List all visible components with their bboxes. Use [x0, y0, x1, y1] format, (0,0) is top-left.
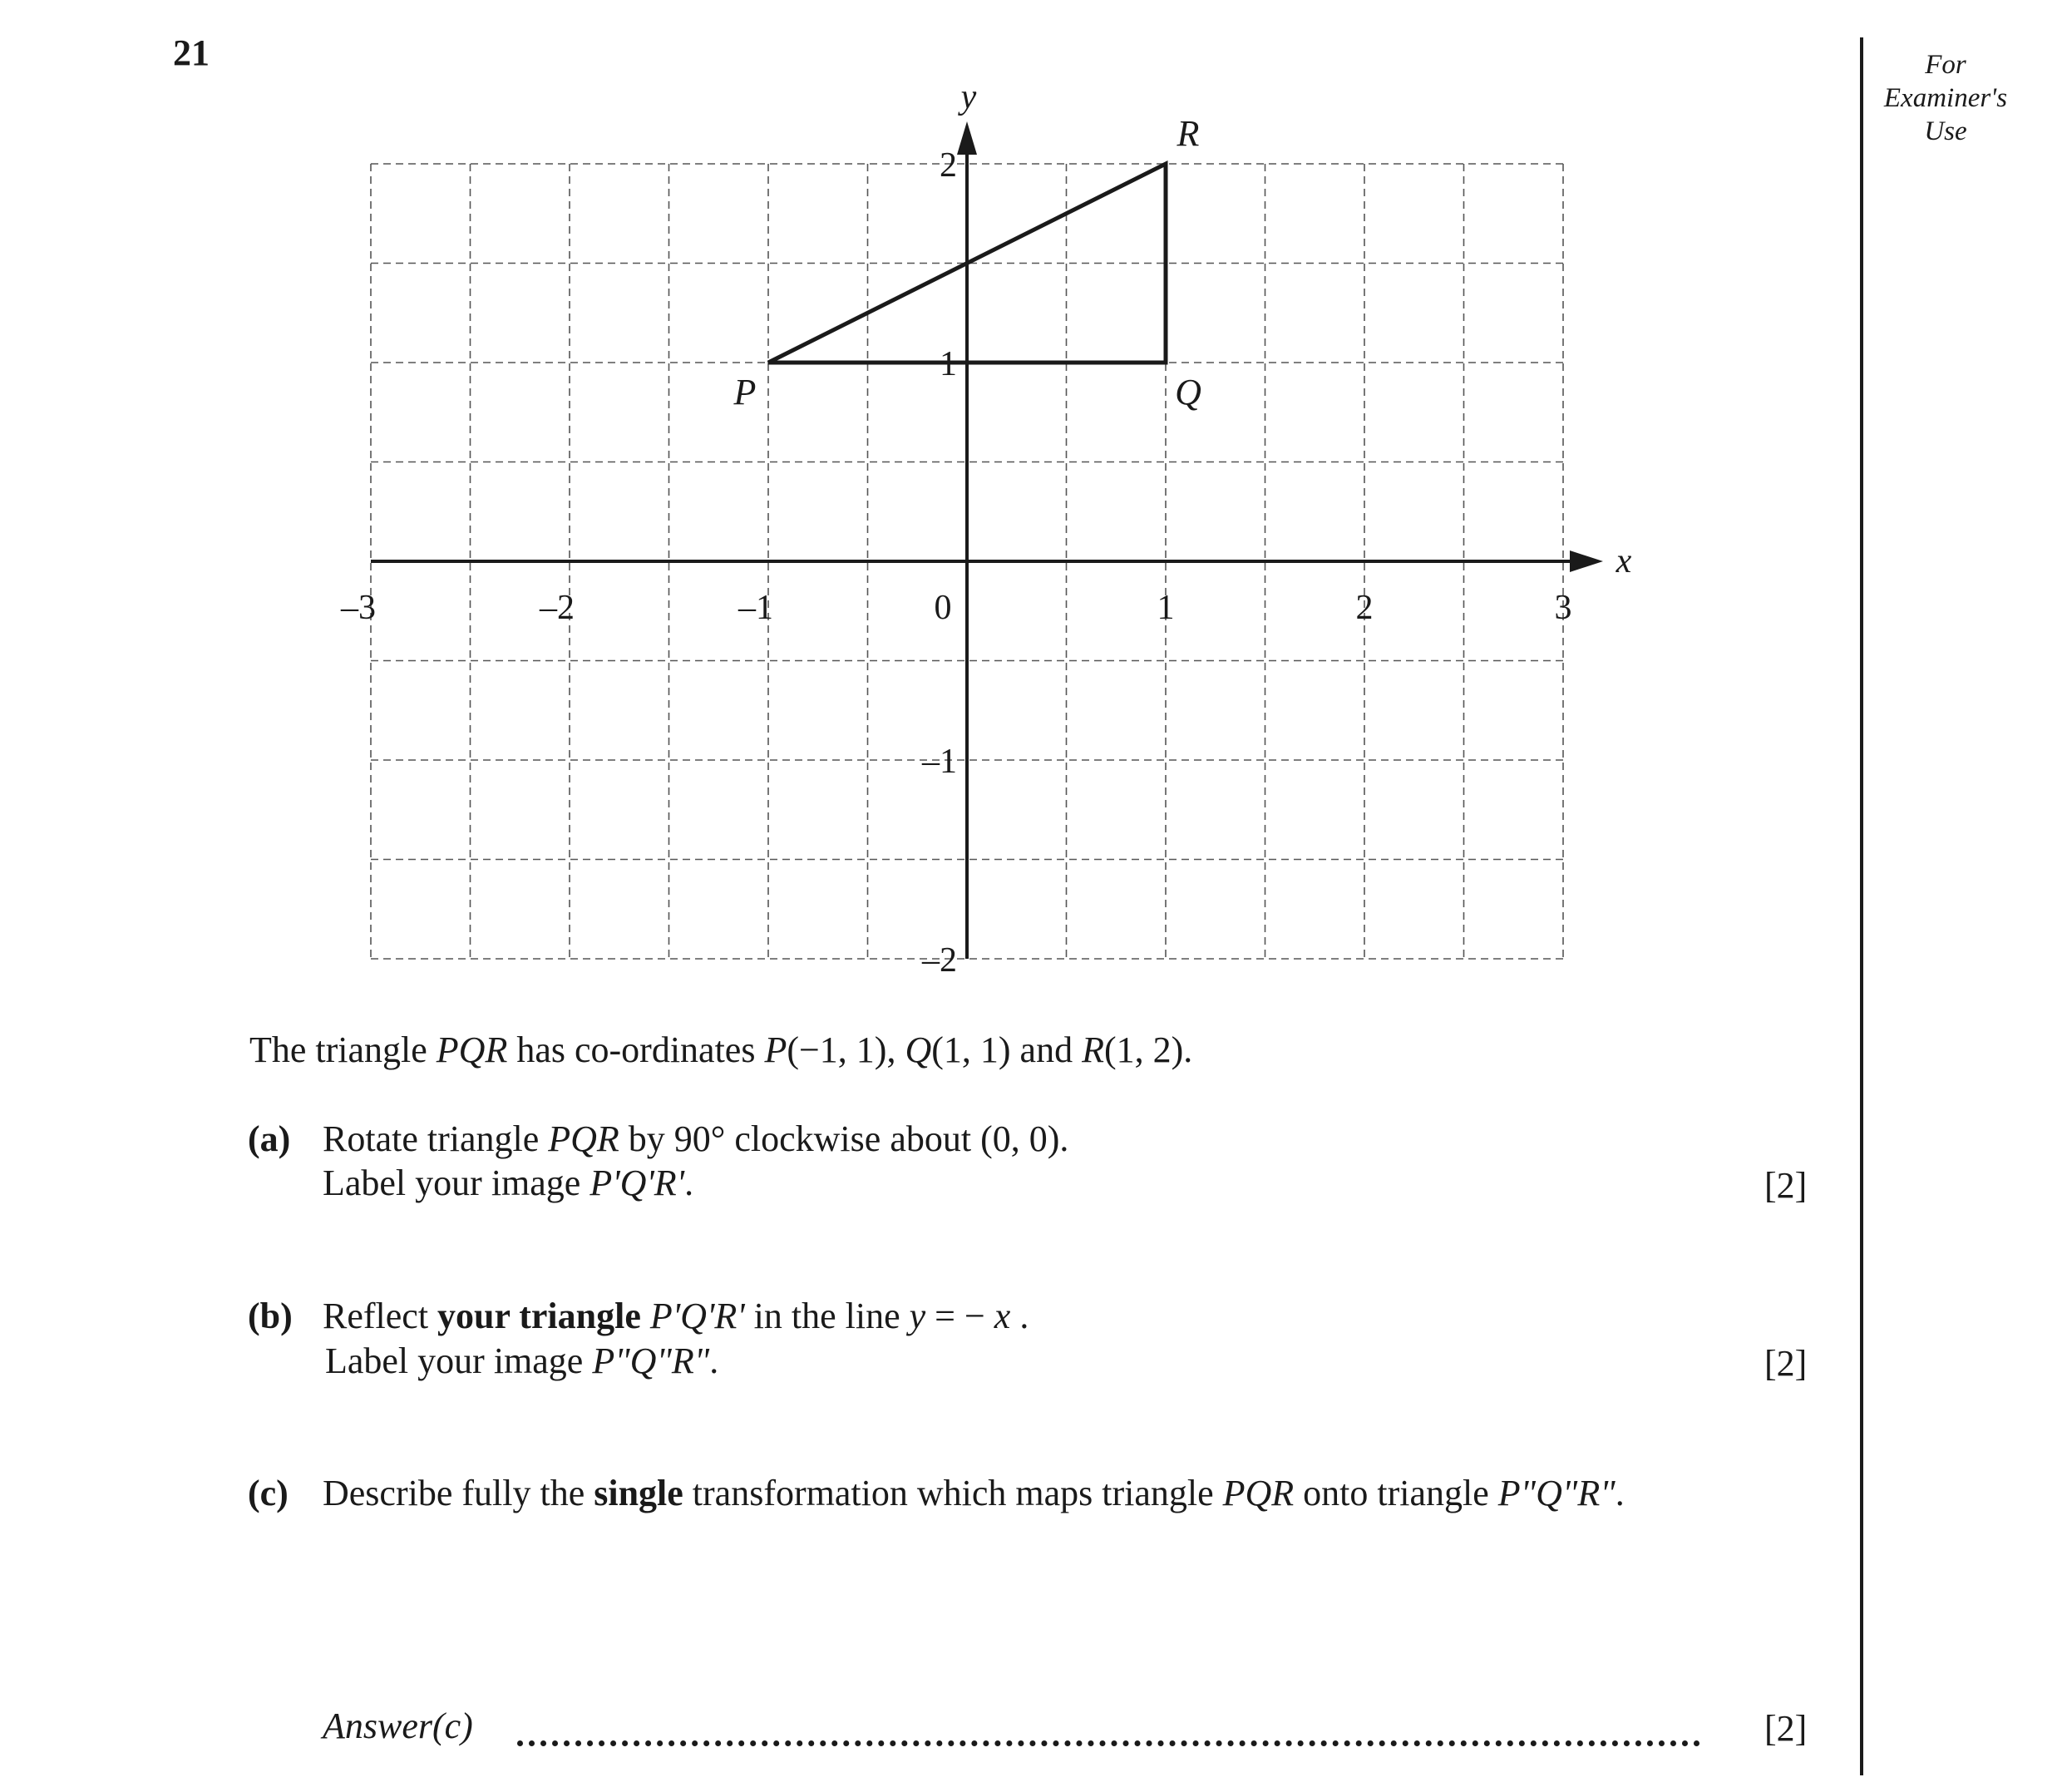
- part-a-line1: (a) Rotate triangle PQR by 90° clockwise about (0, 0).: [248, 1118, 1069, 1159]
- axes: [371, 121, 1603, 959]
- y-tick-label: –2: [922, 941, 957, 980]
- part-c-line1: (c) Describe fully the single transformation which maps triangle PQR onto triangle P"Q"R".: [248, 1473, 1625, 1513]
- question-number: 21: [173, 32, 210, 73]
- part-b-marks: [2]: [1764, 1343, 1808, 1384]
- x-tick-label: 2: [1355, 589, 1374, 627]
- vertex-label-r: R: [1177, 113, 1200, 154]
- part-a-line2: Label your image P'Q'R'.: [323, 1163, 694, 1203]
- answer-c-line[interactable]: [517, 1740, 1700, 1746]
- part-b-line2: Label your image P"Q"R".: [325, 1340, 719, 1381]
- x-tick-label: 1: [1157, 589, 1175, 627]
- part-a-label: (a): [248, 1118, 291, 1159]
- x-tick-label: –1: [738, 589, 773, 627]
- examiner-note-line: Use: [1924, 116, 1967, 146]
- examiner-note-line: Examiner's: [1883, 83, 2008, 113]
- x-tick-label: 0: [934, 589, 952, 627]
- part-a-marks: [2]: [1764, 1165, 1808, 1206]
- y-axis-arrow: [957, 121, 977, 155]
- y-tick-label: 1: [940, 345, 957, 383]
- answer-c-label: Answer(c): [323, 1706, 473, 1746]
- vertex-label-q: Q: [1175, 372, 1201, 412]
- y-axis-label: y: [960, 78, 977, 116]
- x-tick-label: –3: [341, 589, 376, 627]
- part-c-label: (c): [248, 1473, 289, 1513]
- x-tick-label: –2: [540, 589, 575, 627]
- x-axis-arrow: [1570, 550, 1603, 572]
- part-c-marks: [2]: [1764, 1708, 1808, 1749]
- examiner-note-line: For: [1925, 50, 1966, 80]
- vertex-label-p: P: [733, 372, 757, 412]
- x-tick-label: 3: [1554, 589, 1572, 627]
- x-axis-label: x: [1616, 542, 1632, 580]
- y-tick-label: –1: [922, 743, 957, 781]
- part-b-label: (b): [248, 1296, 293, 1336]
- intro-text: The triangle PQR has co-ordinates P(−1, 1), Q(1, 1) and R(1, 2).: [249, 1029, 1193, 1070]
- part-b-line1: (b) Reflect your triangle P'Q'R' in the line y = − x .: [248, 1296, 1029, 1336]
- tick-labels: [340, 78, 1632, 980]
- y-tick-label: 2: [940, 146, 957, 185]
